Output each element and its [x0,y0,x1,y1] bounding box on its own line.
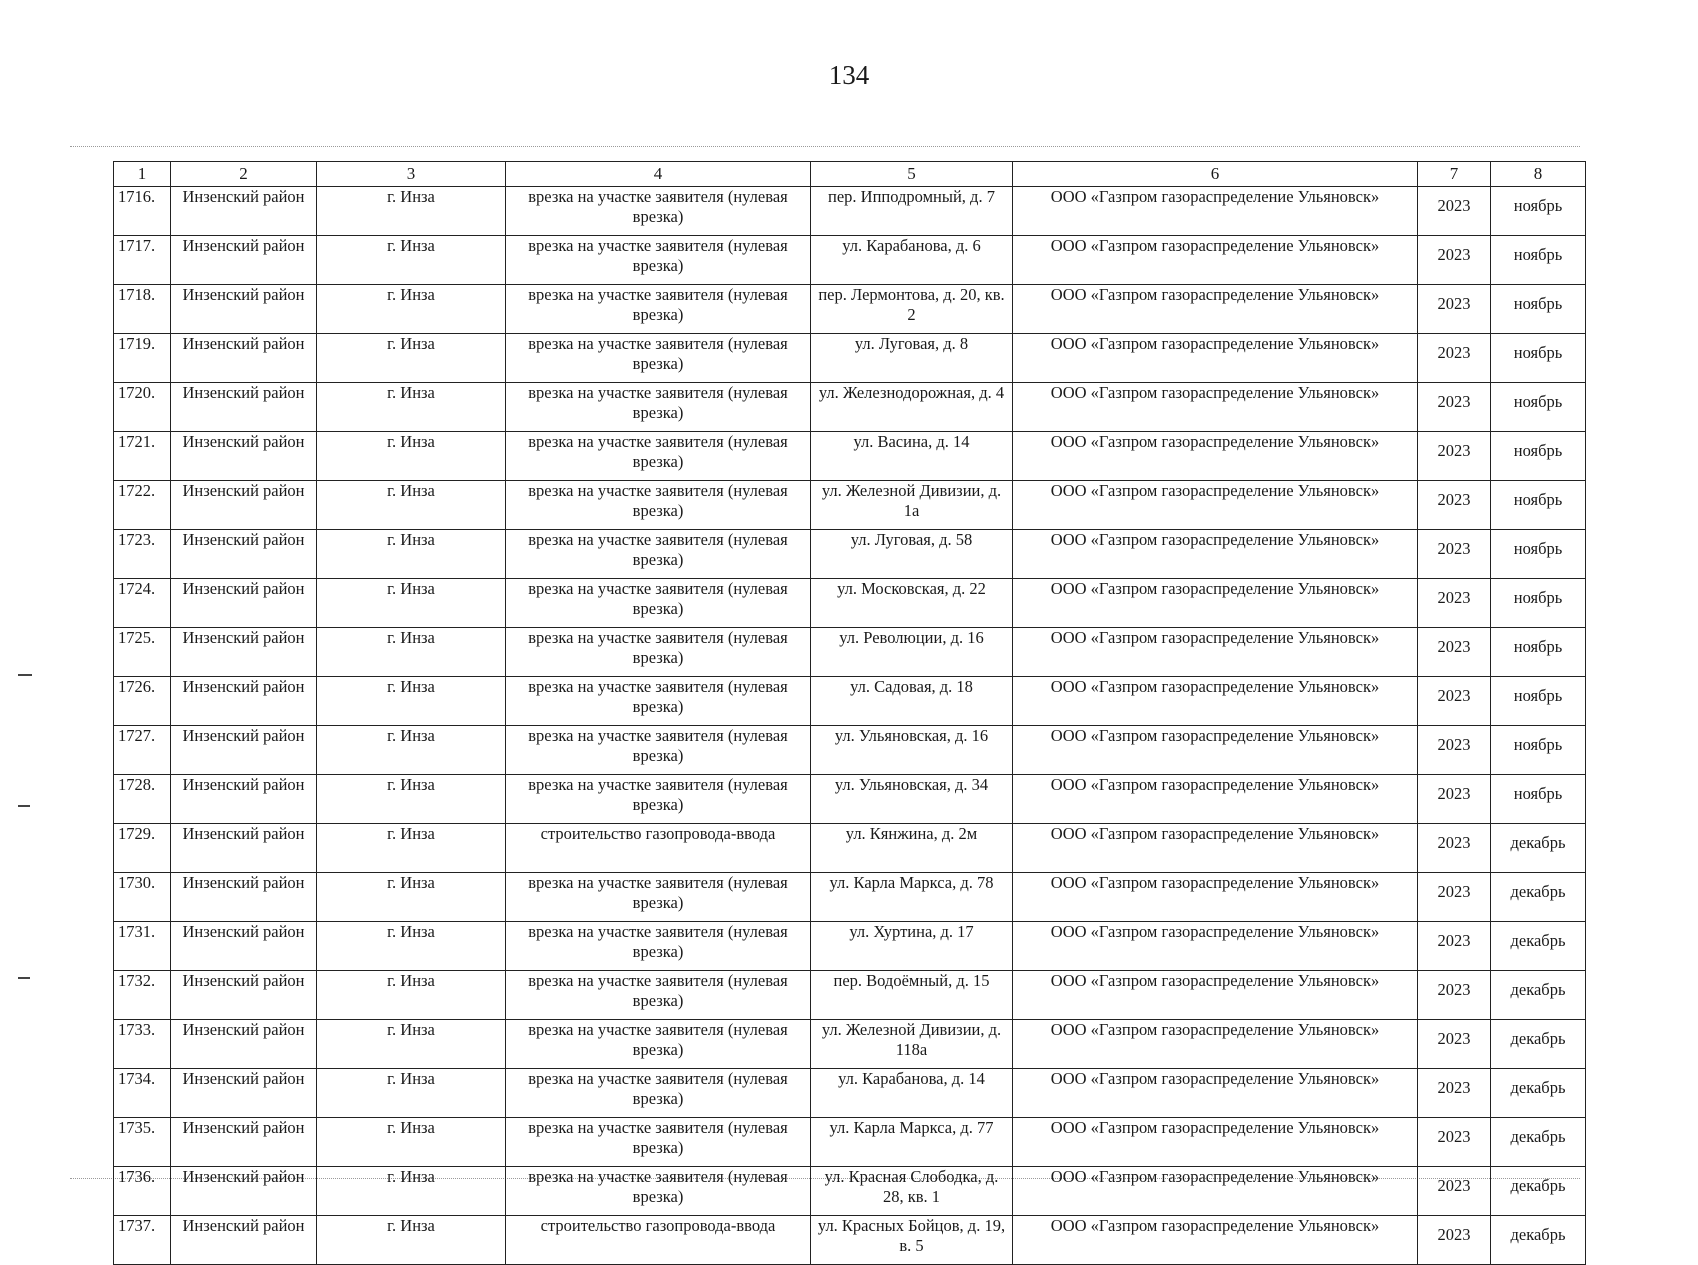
address-cell: ул. Железной Дивизии, д. 1а [811,481,1013,530]
town-cell: г. Инза [317,677,506,726]
town-cell: г. Инза [317,971,506,1020]
row-number-cell: 1733. [114,1020,171,1069]
town-cell: г. Инза [317,187,506,236]
row-number-cell: 1730. [114,873,171,922]
work-type-cell: врезка на участке заявителя (нулевая врезка) [506,1020,811,1069]
scan-mark-left-2 [18,805,30,807]
work-type-cell: врезка на участке заявителя (нулевая врезка) [506,579,811,628]
district-cell: Инзенский район [171,628,317,677]
work-type-cell: врезка на участке заявителя (нулевая врезка) [506,873,811,922]
town-cell: г. Инза [317,1167,506,1216]
header-col-2: 2 [171,162,317,187]
year-cell: 2023 [1418,236,1491,285]
row-number-cell: 1722. [114,481,171,530]
address-cell: ул. Луговая, д. 58 [811,530,1013,579]
work-type-cell: врезка на участке заявителя (нулевая врезка) [506,432,811,481]
month-cell: декабрь [1491,873,1586,922]
year-cell: 2023 [1418,579,1491,628]
year-cell: 2023 [1418,922,1491,971]
row-number-cell: 1721. [114,432,171,481]
row-number-cell: 1731. [114,922,171,971]
row-number-cell: 1727. [114,726,171,775]
year-cell: 2023 [1418,971,1491,1020]
year-cell: 2023 [1418,775,1491,824]
month-cell: декабрь [1491,1020,1586,1069]
district-cell: Инзенский район [171,579,317,628]
table-row [114,481,1586,530]
district-cell: Инзенский район [171,922,317,971]
town-cell: г. Инза [317,1069,506,1118]
table-row [114,579,1586,628]
district-cell: Инзенский район [171,1216,317,1265]
row-number-cell: 1723. [114,530,171,579]
district-cell: Инзенский район [171,530,317,579]
work-type-cell: врезка на участке заявителя (нулевая врезка) [506,677,811,726]
table-row [114,824,1586,873]
row-number-cell: 1718. [114,285,171,334]
address-cell: ул. Карабанова, д. 14 [811,1069,1013,1118]
header-row [114,162,1586,187]
table-row [114,726,1586,775]
work-type-cell: врезка на участке заявителя (нулевая врезка) [506,334,811,383]
month-cell: ноябрь [1491,432,1586,481]
table-row [114,334,1586,383]
organization-cell: ООО «Газпром газораспределение Ульяновск» [1013,628,1418,677]
header-col-7: 7 [1418,162,1491,187]
district-cell: Инзенский район [171,775,317,824]
row-number-cell: 1726. [114,677,171,726]
work-type-cell: врезка на участке заявителя (нулевая врезка) [506,971,811,1020]
address-cell: ул. Красных Бойцов, д. 19, в. 5 [811,1216,1013,1265]
year-cell: 2023 [1418,187,1491,236]
address-cell: ул. Ульяновская, д. 16 [811,726,1013,775]
organization-cell: ООО «Газпром газораспределение Ульяновск» [1013,334,1418,383]
town-cell: г. Инза [317,873,506,922]
organization-cell: ООО «Газпром газораспределение Ульяновск» [1013,1069,1418,1118]
page-number: 134 [828,60,870,90]
year-cell: 2023 [1418,1069,1491,1118]
header-col-4: 4 [506,162,811,187]
work-type-cell: врезка на участке заявителя (нулевая врезка) [506,236,811,285]
organization-cell: ООО «Газпром газораспределение Ульяновск» [1013,530,1418,579]
work-type-cell: врезка на участке заявителя (нулевая врезка) [506,922,811,971]
address-cell: ул. Железной Дивизии, д. 118а [811,1020,1013,1069]
address-cell: пер. Ипподромный, д. 7 [811,187,1013,236]
organization-cell: ООО «Газпром газораспределение Ульяновск» [1013,1118,1418,1167]
header-col-6: 6 [1013,162,1418,187]
table-row [114,922,1586,971]
table-row [114,1020,1586,1069]
year-cell: 2023 [1418,383,1491,432]
town-cell: г. Инза [317,1020,506,1069]
work-type-cell: врезка на участке заявителя (нулевая врезка) [506,530,811,579]
table-row [114,530,1586,579]
town-cell: г. Инза [317,775,506,824]
row-number-cell: 1716. [114,187,171,236]
organization-cell: ООО «Газпром газораспределение Ульяновск» [1013,1167,1418,1216]
district-cell: Инзенский район [171,383,317,432]
organization-cell: ООО «Газпром газораспределение Ульяновск» [1013,383,1418,432]
table-row [114,1118,1586,1167]
row-number-cell: 1734. [114,1069,171,1118]
organization-cell: ООО «Газпром газораспределение Ульяновск» [1013,775,1418,824]
district-cell: Инзенский район [171,285,317,334]
address-cell: ул. Московская, д. 22 [811,579,1013,628]
year-cell: 2023 [1418,873,1491,922]
row-number-cell: 1720. [114,383,171,432]
organization-cell: ООО «Газпром газораспределение Ульяновск» [1013,922,1418,971]
work-type-cell: врезка на участке заявителя (нулевая врезка) [506,775,811,824]
organization-cell: ООО «Газпром газораспределение Ульяновск» [1013,873,1418,922]
year-cell: 2023 [1418,628,1491,677]
address-cell: ул. Карла Маркса, д. 77 [811,1118,1013,1167]
address-cell: ул. Хуртина, д. 17 [811,922,1013,971]
district-cell: Инзенский район [171,334,317,383]
year-cell: 2023 [1418,726,1491,775]
address-cell: ул. Ульяновская, д. 34 [811,775,1013,824]
table-body [114,187,1586,1265]
district-cell: Инзенский район [171,1069,317,1118]
month-cell: ноябрь [1491,383,1586,432]
district-cell: Инзенский район [171,677,317,726]
year-cell: 2023 [1418,1020,1491,1069]
town-cell: г. Инза [317,579,506,628]
town-cell: г. Инза [317,481,506,530]
address-cell: ул. Васина, д. 14 [811,432,1013,481]
organization-cell: ООО «Газпром газораспределение Ульяновск» [1013,285,1418,334]
month-cell: ноябрь [1491,285,1586,334]
district-cell: Инзенский район [171,1020,317,1069]
table-row [114,1216,1586,1265]
year-cell: 2023 [1418,530,1491,579]
year-cell: 2023 [1418,677,1491,726]
address-cell: ул. Луговая, д. 8 [811,334,1013,383]
row-number-cell: 1735. [114,1118,171,1167]
district-cell: Инзенский район [171,187,317,236]
month-cell: ноябрь [1491,334,1586,383]
month-cell: ноябрь [1491,775,1586,824]
month-cell: декабрь [1491,922,1586,971]
town-cell: г. Инза [317,628,506,677]
address-cell: ул. Революции, д. 16 [811,628,1013,677]
district-cell: Инзенский район [171,971,317,1020]
header-col-5: 5 [811,162,1013,187]
organization-cell: ООО «Газпром газораспределение Ульяновск» [1013,236,1418,285]
work-type-cell: врезка на участке заявителя (нулевая врезка) [506,481,811,530]
district-cell: Инзенский район [171,726,317,775]
town-cell: г. Инза [317,285,506,334]
work-type-cell: строительство газопровода-ввода [506,1216,811,1265]
district-cell: Инзенский район [171,824,317,873]
organization-cell: ООО «Газпром газораспределение Ульяновск» [1013,677,1418,726]
work-type-cell: врезка на участке заявителя (нулевая врезка) [506,187,811,236]
table-row [114,1069,1586,1118]
row-number-cell: 1736. [114,1167,171,1216]
town-cell: г. Инза [317,334,506,383]
organization-cell: ООО «Газпром газораспределение Ульяновск» [1013,824,1418,873]
month-cell: ноябрь [1491,236,1586,285]
year-cell: 2023 [1418,824,1491,873]
month-cell: декабрь [1491,1118,1586,1167]
month-cell: ноябрь [1491,187,1586,236]
work-type-cell: врезка на участке заявителя (нулевая врезка) [506,383,811,432]
organization-cell: ООО «Газпром газораспределение Ульяновск» [1013,971,1418,1020]
table-row [114,285,1586,334]
scan-noise-top [70,146,1580,147]
row-number-cell: 1719. [114,334,171,383]
town-cell: г. Инза [317,1118,506,1167]
month-cell: ноябрь [1491,530,1586,579]
year-cell: 2023 [1418,1167,1491,1216]
district-cell: Инзенский район [171,481,317,530]
address-cell: ул. Садовая, д. 18 [811,677,1013,726]
year-cell: 2023 [1418,1118,1491,1167]
town-cell: г. Инза [317,236,506,285]
row-number-cell: 1728. [114,775,171,824]
row-number-cell: 1737. [114,1216,171,1265]
address-cell: ул. Кянжина, д. 2м [811,824,1013,873]
district-cell: Инзенский район [171,1167,317,1216]
town-cell: г. Инза [317,432,506,481]
table-row [114,236,1586,285]
town-cell: г. Инза [317,726,506,775]
month-cell: ноябрь [1491,481,1586,530]
month-cell: ноябрь [1491,677,1586,726]
month-cell: декабрь [1491,1216,1586,1265]
year-cell: 2023 [1418,285,1491,334]
work-type-cell: врезка на участке заявителя (нулевая врезка) [506,285,811,334]
month-cell: ноябрь [1491,579,1586,628]
work-type-cell: строительство газопровода-ввода [506,824,811,873]
work-type-cell: врезка на участке заявителя (нулевая врезка) [506,1069,811,1118]
organization-cell: ООО «Газпром газораспределение Ульяновск» [1013,481,1418,530]
address-cell: ул. Красная Слободка, д. 28, кв. 1 [811,1167,1013,1216]
address-cell: ул. Железнодорожная, д. 4 [811,383,1013,432]
header-col-1: 1 [114,162,171,187]
organization-cell: ООО «Газпром газораспределение Ульяновск» [1013,1020,1418,1069]
table-row [114,677,1586,726]
table-row [114,432,1586,481]
month-cell: декабрь [1491,1167,1586,1216]
table-row [114,187,1586,236]
organization-cell: ООО «Газпром газораспределение Ульяновск» [1013,726,1418,775]
work-type-cell: врезка на участке заявителя (нулевая врезка) [506,726,811,775]
row-number-cell: 1724. [114,579,171,628]
address-cell: пер. Лермонтова, д. 20, кв. 2 [811,285,1013,334]
town-cell: г. Инза [317,824,506,873]
header-col-3: 3 [317,162,506,187]
district-cell: Инзенский район [171,432,317,481]
table-row [114,971,1586,1020]
town-cell: г. Инза [317,1216,506,1265]
work-type-cell: врезка на участке заявителя (нулевая врезка) [506,628,811,677]
address-cell: ул. Карабанова, д. 6 [811,236,1013,285]
town-cell: г. Инза [317,530,506,579]
address-cell: ул. Карла Маркса, д. 78 [811,873,1013,922]
table-row [114,383,1586,432]
year-cell: 2023 [1418,432,1491,481]
table-row [114,873,1586,922]
year-cell: 2023 [1418,1216,1491,1265]
district-cell: Инзенский район [171,236,317,285]
row-number-cell: 1725. [114,628,171,677]
month-cell: ноябрь [1491,628,1586,677]
table-row [114,628,1586,677]
month-cell: декабрь [1491,1069,1586,1118]
month-cell: декабрь [1491,824,1586,873]
row-number-cell: 1717. [114,236,171,285]
scan-mark-left-3 [18,977,30,979]
organization-cell: ООО «Газпром газораспределение Ульяновск» [1013,579,1418,628]
district-cell: Инзенский район [171,1118,317,1167]
month-cell: ноябрь [1491,726,1586,775]
year-cell: 2023 [1418,334,1491,383]
district-cell: Инзенский район [171,873,317,922]
row-number-cell: 1729. [114,824,171,873]
table-row [114,1167,1586,1216]
work-type-cell: врезка на участке заявителя (нулевая врезка) [506,1167,811,1216]
scan-mark-left-1 [18,674,32,676]
header-col-8: 8 [1491,162,1586,187]
work-type-cell: врезка на участке заявителя (нулевая врезка) [506,1118,811,1167]
month-cell: декабрь [1491,971,1586,1020]
organization-cell: ООО «Газпром газораспределение Ульяновск» [1013,187,1418,236]
row-number-cell: 1732. [114,971,171,1020]
table-row [114,775,1586,824]
organization-cell: ООО «Газпром газораспределение Ульяновск» [1013,1216,1418,1265]
registry-table [113,161,1586,1265]
address-cell: пер. Водоёмный, д. 15 [811,971,1013,1020]
town-cell: г. Инза [317,383,506,432]
year-cell: 2023 [1418,481,1491,530]
organization-cell: ООО «Газпром газораспределение Ульяновск» [1013,432,1418,481]
town-cell: г. Инза [317,922,506,971]
